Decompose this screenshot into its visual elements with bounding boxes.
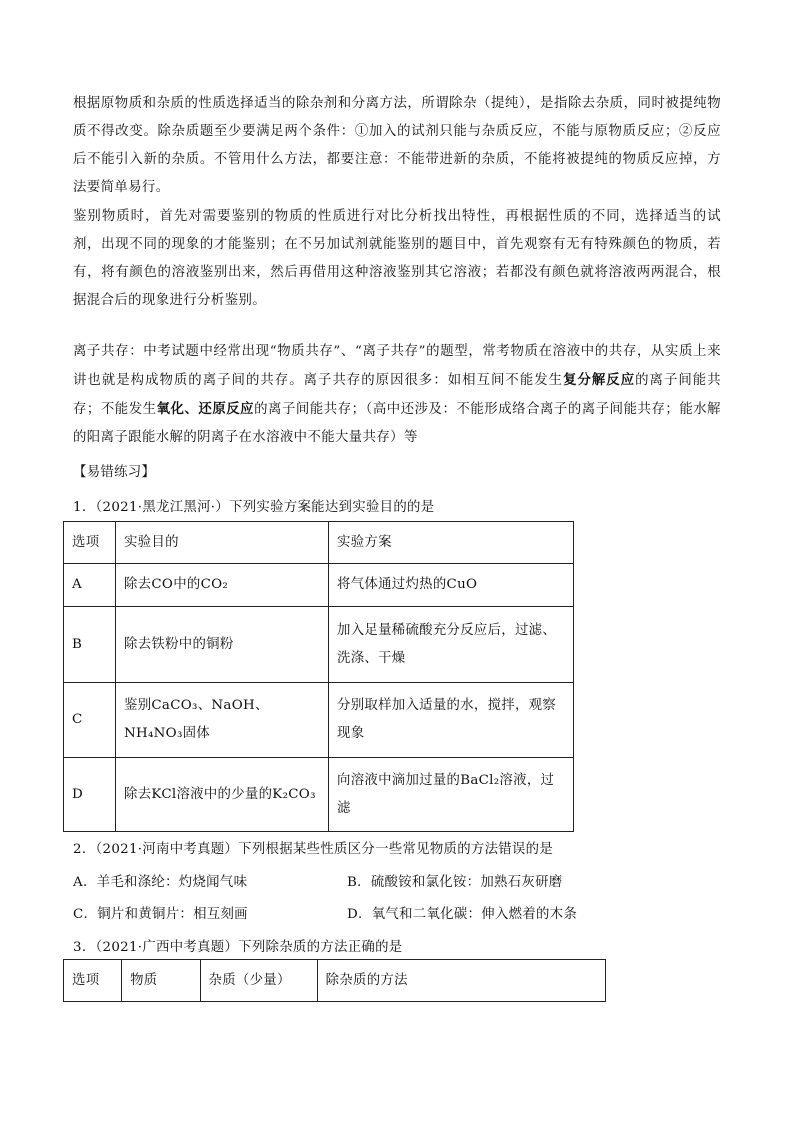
question-2-option-d: D．氧气和二氧化碳：伸入燃着的木条 [347, 907, 578, 922]
paragraph-text: 的离子间能共存；不能发生 [73, 373, 721, 417]
table-header-cell: 除杂质的方法 [317, 960, 605, 1002]
paragraph-text: 离子共存：中考试题中经常出现“物质共存”、“离子共存”的题型，常考物质在溶液中的共存，从实质上来讲也就是构成物质的离子间的共存。离子共存的原因很多：如相互间不能发生 [73, 344, 721, 388]
table-row [64, 683, 574, 758]
table-header-row [64, 522, 574, 564]
goal-cell: 鉴别CaCO₃、NaOH、NH₄NO₃固体 [116, 683, 329, 758]
option-cell: B [64, 607, 116, 683]
paragraph-purification: 根据原物质和杂质的性质选择适当的除杂剂和分离方法，所谓除杂（提纯），是指除去杂质，同时被提纯物质不得改变。除杂质题至少要满足两个条件：①加入的试剂只能与杂质反应，不能与原物质反应；②反应后不能引入新的杂质。不管用什么方法，都要注意：不能带进新的杂质，不能将被提纯的物质反应掉，方法要简单易行。 [73, 96, 721, 195]
table-row [64, 758, 574, 832]
table-row [64, 564, 574, 607]
question-2-option-c: C．铜片和黄铜片：相互刻画 [73, 907, 248, 922]
bold-term: 复分解反应 [563, 372, 636, 388]
question-2-option-b: B．硫酸铵和氯化铵：加熟石灰研磨 [347, 875, 563, 890]
question-1-stem: 1．（2021·黑龙江黑河·）下列实验方案能达到实验目的的是 [73, 500, 435, 515]
question-3-stem: 3．（2021·广西中考真题）下列除杂质的方法正确的是 [73, 940, 403, 955]
question-2-option-a: A．羊毛和涤纶：灼烧闻气味 [73, 875, 248, 890]
table-row [64, 607, 574, 683]
option-cell: A [64, 564, 116, 607]
plan-cell: 加入足量稀硫酸充分反应后，过滤、洗涤、干燥 [329, 607, 574, 683]
table-header-cell: 选项 [64, 960, 122, 1002]
table-header-row [64, 960, 606, 1002]
question-1-table [63, 521, 574, 832]
table-header-cell: 杂质（少量） [200, 960, 317, 1002]
paragraph-text: 的离子间能共存；（高中还涉及：不能形成络合离子的离子间能共存；能水解的阳离子跟能水解的阴离子在水溶液中不能大量共存）等 [73, 402, 721, 445]
goal-cell: 除去铁粉中的铜粉 [116, 607, 329, 683]
paragraph-identification: 鉴别物质时，首先对需要鉴别的物质的性质进行对比分析找出特性，再根据性质的不同，选择适当的试剂，出现不同的现象的才能鉴别；在不另加试剂就能鉴别的题目中，首先观察有无有特殊颜色的物质，若有，将有颜色的溶液鉴别出来，然后再借用这种溶液鉴别其它溶液；若都没有颜色就将溶液两两混合，根据混合后的现象进行分析鉴别。 [73, 209, 721, 308]
goal-cell: 除去CO中的CO₂ [116, 564, 329, 607]
plan-cell: 分别取样加入适量的水，搅拌，观察现象 [329, 683, 574, 758]
question-3-table [63, 959, 606, 1002]
table-header-cell: 实验方案 [329, 522, 574, 564]
bold-term: 氧化、还原反应 [156, 401, 255, 417]
plan-cell: 将气体通过灼热的CuO [329, 564, 574, 607]
option-cell: D [64, 758, 116, 832]
table-header-cell: 选项 [64, 522, 116, 564]
option-cell: C [64, 683, 116, 758]
plan-cell: 向溶液中滴加过量的BaCl₂溶液，过滤 [329, 758, 574, 832]
question-2-stem: 2．（2021·河南中考真题）下列根据某些性质区分一些常见物质的方法错误的是 [73, 842, 554, 857]
goal-cell: 除去KCl溶液中的少量的K₂CO₃ [116, 758, 329, 832]
paragraph-ion-coexistence [73, 338, 721, 452]
table-header-cell: 物质 [122, 960, 200, 1002]
section-title: 【易错练习】 [73, 465, 156, 480]
table-header-cell: 实验目的 [116, 522, 329, 564]
